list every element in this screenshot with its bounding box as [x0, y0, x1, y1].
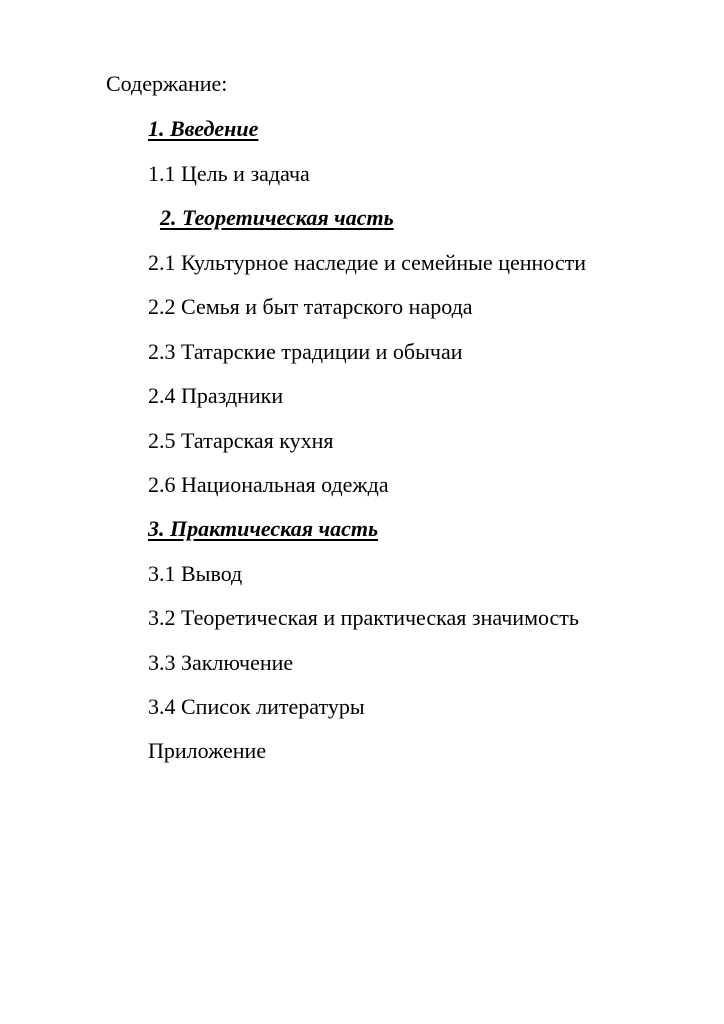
toc-title: Содержание:	[106, 71, 228, 96]
toc-item-family: 2.2 Семья и быт татарского народа	[148, 294, 473, 319]
toc-item-clothing: 2.6 Национальная одежда	[148, 472, 389, 497]
toc-item-heritage: 2.1 Культурное наследие и семейные ценности	[148, 250, 586, 275]
toc-item-cuisine: 2.5 Татарская кухня	[148, 428, 334, 453]
toc-item-significance: 3.2 Теоретическая и практическая значимость	[148, 605, 579, 630]
toc-heading-theory: 2. Теоретическая часть	[160, 205, 394, 230]
toc-item-bibliography: 3.4 Список литературы	[148, 694, 365, 719]
toc-heading-introduction: 1. Введение	[148, 116, 259, 141]
toc-item-holidays: 2.4 Праздники	[148, 383, 284, 408]
toc-item-conclusion-output: 3.1 Вывод	[148, 561, 243, 586]
toc-item-appendix: Приложение	[148, 738, 267, 763]
toc-item-goal: 1.1 Цель и задача	[148, 161, 310, 186]
toc-item-traditions: 2.3 Татарские традиции и обычаи	[148, 339, 463, 364]
toc-heading-practice: 3. Практическая часть	[148, 516, 379, 541]
toc-item-conclusion: 3.3 Заключение	[148, 650, 294, 675]
